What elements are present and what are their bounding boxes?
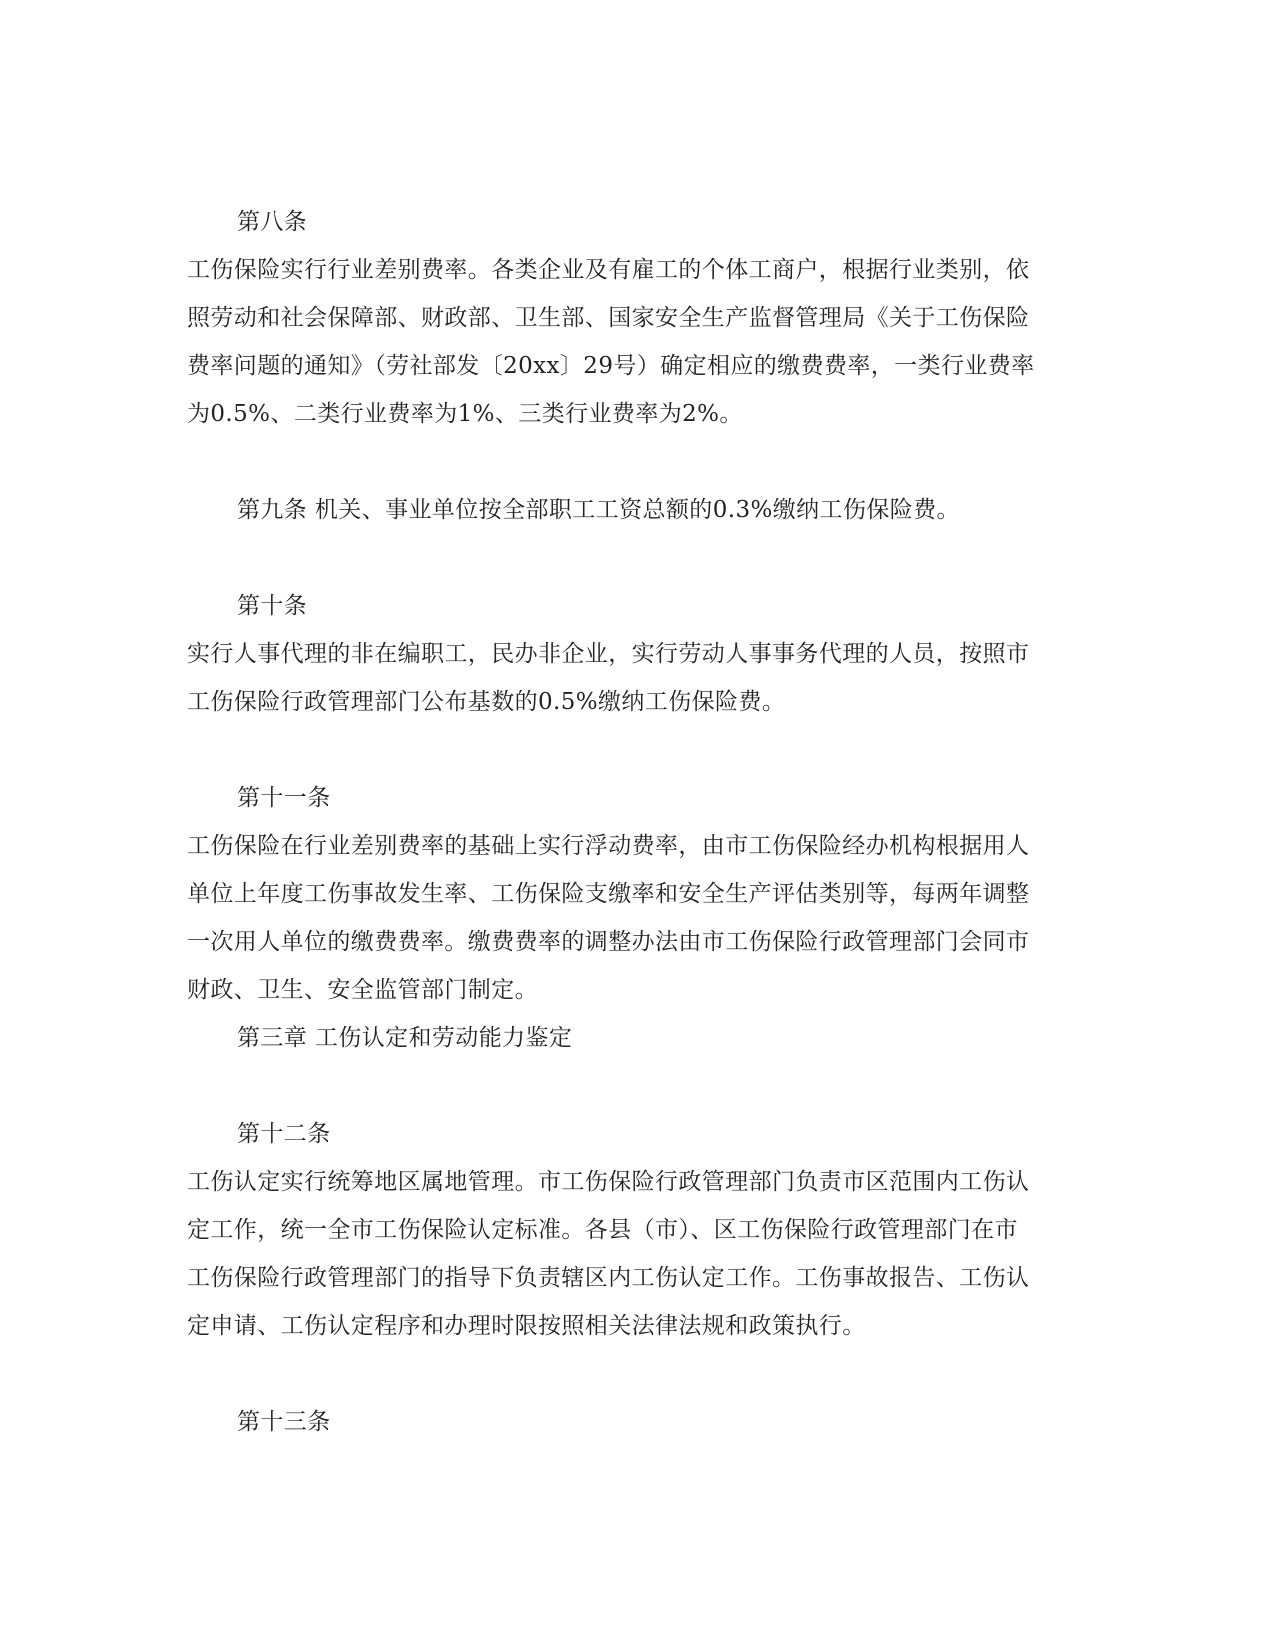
article-8-line-4: 为0.5%、二类行业费率为1%、三类行业费率为2%。 [187, 401, 743, 427]
spacer [187, 438, 1087, 486]
article-8-line-1: 工伤保险实行行业差别费率。各类企业及有雇工的个体工商户，根据行业类别，依 [187, 257, 1030, 283]
article-13-heading: 第十三条 [237, 1409, 331, 1435]
article-11-line-3: 一次用人单位的缴费费率。缴费费率的调整办法由市工伤保险行政管理部门会同市 [187, 929, 1030, 955]
article-11-line-1: 工伤保险在行业差别费率的基础上实行浮动费率，由市工伤保险经办机构根据用人 [187, 833, 1030, 859]
article-8-line-2: 照劳动和社会保障部、财政部、卫生部、国家安全生产监督管理局《关于工伤保险 [187, 305, 1030, 331]
spacer [187, 534, 1087, 582]
article-11-heading: 第十一条 [237, 785, 331, 811]
article-10-line-1: 实行人事代理的非在编职工，民办非企业，实行劳动人事事务代理的人员，按照市 [187, 641, 1030, 667]
article-12-heading: 第十二条 [237, 1121, 331, 1147]
article-12-line-4: 定申请、工伤认定程序和办理时限按照相关法律法规和政策执行。 [187, 1313, 866, 1339]
article-8-heading: 第八条 [237, 209, 308, 235]
article-12-line-3: 工伤保险行政管理部门的指导下负责辖区内工伤认定工作。工伤事故报告、工伤认 [187, 1265, 1030, 1291]
article-11-line-2: 单位上年度工伤事故发生率、工伤保险支缴率和安全生产评估类别等，每两年调整 [187, 881, 1030, 907]
article-12-line-2: 定工作，统一全市工伤保险认定标准。各县（市）、区工伤保险行政管理部门在市 [187, 1217, 1018, 1243]
article-9-text: 第九条 机关、事业单位按全部职工工资总额的0.3%缴纳工伤保险费。 [237, 497, 960, 523]
article-11-line-4: 财政、卫生、安全监管部门制定。 [187, 977, 538, 1003]
spacer [187, 1350, 1087, 1398]
article-10-line-2: 工伤保险行政管理部门公布基数的0.5%缴纳工伤保险费。 [187, 689, 786, 715]
document-body [187, 198, 1087, 1446]
spacer [187, 726, 1087, 774]
article-12-line-1: 工伤认定实行统筹地区属地管理。市工伤保险行政管理部门负责市区范围内工伤认 [187, 1169, 1030, 1195]
article-10-heading: 第十条 [237, 593, 308, 619]
spacer [187, 1062, 1087, 1110]
chapter-3-title: 第三章 工伤认定和劳动能力鉴定 [237, 1025, 573, 1051]
article-8-line-3: 费率问题的通知》（劳社部发〔20xx〕29号）确定相应的缴费费率，一类行业费率 [187, 353, 1035, 379]
